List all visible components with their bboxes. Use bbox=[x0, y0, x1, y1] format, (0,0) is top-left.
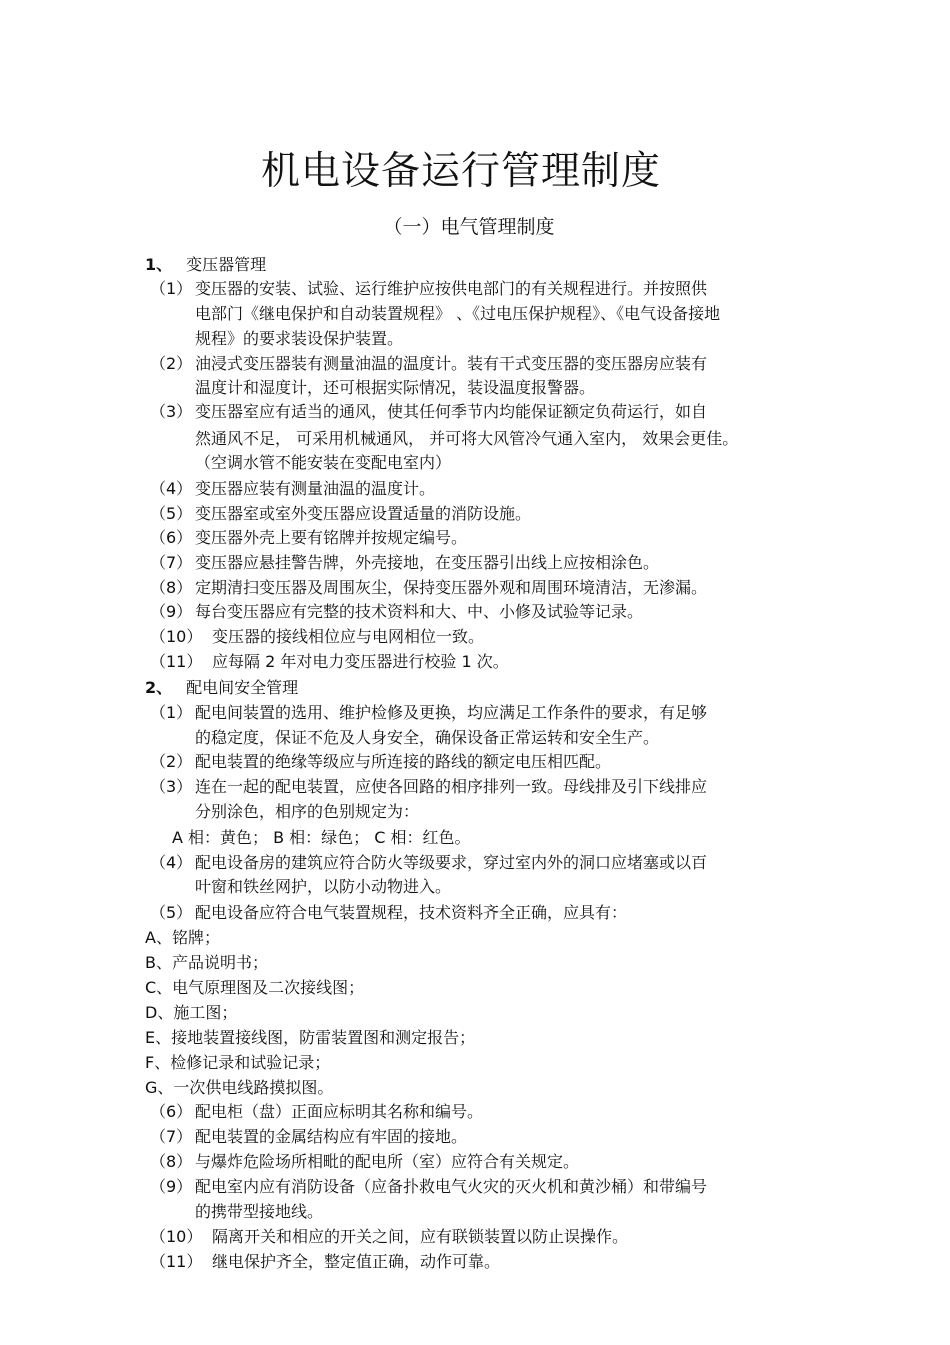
item-number: （8） bbox=[150, 1152, 193, 1171]
item-text: 规程》的要求装设保护装置。 bbox=[195, 329, 404, 348]
item-text: 变压器应悬挂警告牌，外壳接地，在变压器引出线上应按相涂色。 bbox=[195, 553, 660, 572]
page-title: 机电设备运行管理制度 bbox=[260, 149, 661, 194]
item-text: 变压器外壳上要有铭牌并按规定编号。 bbox=[195, 528, 468, 547]
item-number: （9） bbox=[150, 1177, 193, 1196]
item-number: （11） bbox=[150, 652, 203, 671]
item-number: （3） bbox=[150, 402, 193, 421]
item-number: （2） bbox=[150, 354, 193, 373]
item-text: 变压器室或室外变压器应设置适量的消防设施。 bbox=[195, 504, 532, 523]
item-number: （10） bbox=[150, 627, 203, 646]
item-text: 应每隔 2 年对电力变压器进行校验 1 次。 bbox=[212, 652, 509, 671]
item-number: （2） bbox=[150, 752, 193, 771]
list-item: C、电气原理图及二次接线图； bbox=[145, 978, 365, 997]
item-number: （6） bbox=[150, 528, 193, 547]
list-item: D、施工图； bbox=[145, 1003, 238, 1022]
item-text: （空调水管不能安装在变配电室内） bbox=[195, 453, 452, 472]
list-item: E、接地装置接线图，防雷装置图和测定报告； bbox=[145, 1028, 476, 1047]
item-text: 隔离开关和相应的开关之间，应有联锁装置以防止误操作。 bbox=[212, 1227, 629, 1246]
phase-colors: A 相：黄色； B 相：绿色； C 相：红色。 bbox=[172, 828, 471, 847]
item-number: （5） bbox=[150, 903, 193, 922]
item-number: （8） bbox=[150, 578, 193, 597]
item-number: （5） bbox=[150, 504, 193, 523]
section-number: 2、 bbox=[145, 678, 173, 697]
item-text: 分别涂色，相序的色别规定为： bbox=[195, 802, 420, 821]
item-text: 配电间装置的选用、维护检修及更换，均应满足工作条件的要求，有足够 bbox=[195, 703, 708, 722]
section-number: 1、 bbox=[145, 255, 173, 274]
section-heading-text: 配电间安全管理 bbox=[186, 678, 299, 697]
list-item: G、一次供电线路摸拟图。 bbox=[145, 1078, 334, 1097]
item-text: 变压器室应有适当的通风，使其任何季节内均能保证额定负荷运行，如自 bbox=[195, 402, 708, 421]
list-item: F、检修记录和试验记录； bbox=[145, 1053, 331, 1072]
list-item: A、铭牌； bbox=[145, 928, 220, 947]
item-text: 然通风不足， 可采用机械通风， 并可将大风管冷气通入室内， 效果会更佳。 bbox=[195, 429, 739, 448]
item-text: 每台变压器应有完整的技术资料和大、中、小修及试验等记录。 bbox=[195, 602, 644, 621]
item-number: （7） bbox=[150, 553, 193, 572]
item-text: 定期清扫变压器及周围灰尘，保持变压器外观和周围环境清洁，无渗漏。 bbox=[195, 578, 708, 597]
item-number: （6） bbox=[150, 1102, 193, 1121]
item-number: （10） bbox=[150, 1227, 203, 1246]
item-text: 配电装置的金属结构应有牢固的接地。 bbox=[195, 1127, 468, 1146]
section-heading-text: 变压器管理 bbox=[186, 255, 267, 274]
item-text: 配电设备应符合电气装置规程，技术资料齐全正确，应具有： bbox=[195, 903, 628, 922]
item-text: 的稳定度，保证不危及人身安全，确保设备正常运转和安全生产。 bbox=[195, 728, 660, 747]
list-item: B、产品说明书； bbox=[145, 953, 268, 972]
item-number: （7） bbox=[150, 1127, 193, 1146]
item-text: 油浸式变压器装有测量油温的温度计。装有干式变压器的变压器房应装有 bbox=[195, 354, 708, 373]
item-text: 配电室内应有消防设备（应备扑救电气火灾的灭火机和黄沙桶）和带编号 bbox=[195, 1177, 708, 1196]
section-subtitle: （一）电气管理制度 bbox=[383, 216, 555, 238]
item-text: 继电保护齐全，整定值正确，动作可靠。 bbox=[212, 1252, 501, 1271]
item-number: （1） bbox=[150, 279, 193, 298]
item-text: 连在一起的配电装置，应使各回路的相序排列一致。母线排及引下线排应 bbox=[195, 777, 708, 796]
item-text: 变压器应装有测量油温的温度计。 bbox=[195, 479, 436, 498]
item-text: 配电装置的绝缘等级应与所连接的路线的额定电压相匹配。 bbox=[195, 752, 612, 771]
item-number: （9） bbox=[150, 602, 193, 621]
item-text: 配电柜（盘）正面应标明其名称和编号。 bbox=[195, 1102, 484, 1121]
item-text: 变压器的接线相位应与电网相位一致。 bbox=[212, 627, 485, 646]
item-number: （4） bbox=[150, 853, 193, 872]
item-number: （4） bbox=[150, 479, 193, 498]
item-text: 与爆炸危险场所相毗的配电所（室）应符合有关规定。 bbox=[195, 1152, 580, 1171]
item-number: （11） bbox=[150, 1252, 203, 1271]
item-number: （1） bbox=[150, 703, 193, 722]
item-text: 电部门《继电保护和自动装置规程》 、《过电压保护规程》、《电气设备接地 bbox=[195, 304, 721, 323]
item-text: 的携带型接地线。 bbox=[195, 1202, 324, 1221]
item-number: （3） bbox=[150, 777, 193, 796]
item-text: 变压器的安装、试验、运行维护应按供电部门的有关规程进行。并按照供 bbox=[195, 279, 708, 298]
item-text: 温度计和湿度计，还可根据实际情况，装设温度报警器。 bbox=[195, 378, 596, 397]
section-heading-1 bbox=[145, 254, 266, 276]
item-text: 叶窗和铁丝网护，以防小动物进入。 bbox=[195, 877, 452, 896]
section-heading-2 bbox=[145, 677, 298, 699]
item-text: 配电设备房的建筑应符合防火等级要求，穿过室内外的洞口应堵塞或以百 bbox=[195, 853, 708, 872]
